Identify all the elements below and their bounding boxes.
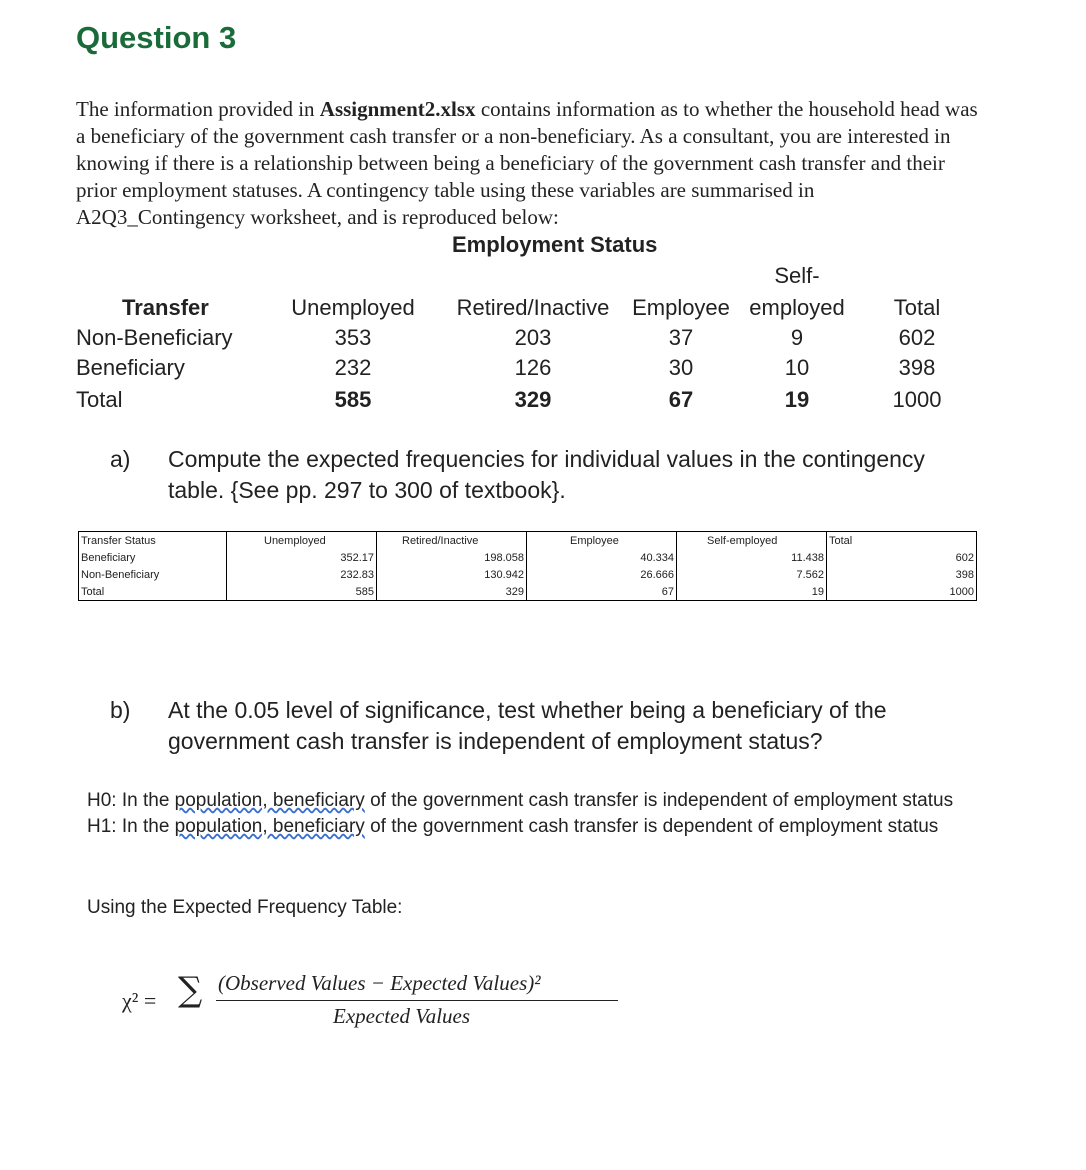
hypotheses [87,788,953,840]
table-row [79,549,977,566]
header-cell: Unemployed [227,532,377,550]
question-b-text: At the 0.05 level of significance, test whether being a beneficiary of the government cash transfer is independent of employment status? [168,697,887,754]
cell: 352.17 [227,549,377,566]
cell: 585 [227,583,377,601]
cell: 40.334 [527,549,677,566]
col-header-total: Total [893,295,941,320]
question-a-letter: a) [110,446,131,472]
cell: 1000 [827,583,977,601]
cell: 9 [790,325,804,350]
chi-square-formula [118,966,638,1036]
cell: 398 [898,355,936,380]
cell: 198.058 [377,549,527,566]
formula-lhs: χ² = [122,988,157,1013]
header-cell: Employee [527,532,677,550]
cell: 232.83 [227,566,377,583]
table-row [79,566,977,583]
cell: 19 [784,387,810,412]
cell: 1000 [892,387,942,412]
expected-frequency-table [78,531,977,601]
row-label: Beneficiary [79,549,227,566]
cell: 602 [898,325,936,350]
page-title: Question 3 [76,20,237,55]
row-label: Total [76,387,123,412]
cell: 37 [668,325,694,350]
cell: 329 [377,583,527,601]
cell: 329 [514,387,552,412]
fraction-bar [216,1000,618,1001]
cell: 232 [334,355,372,380]
cell: 398 [827,566,977,583]
cell: 126 [514,355,552,380]
cell: 130.942 [377,566,527,583]
cell: 585 [334,387,372,412]
cell: 30 [668,355,694,380]
col-header-retired: Retired/Inactive [456,295,610,320]
cell: 10 [784,355,810,380]
header-cell: Transfer Status [79,532,227,550]
col-header-employee: Employee [632,295,730,320]
col-header-unemployed: Unemployed [291,295,415,320]
formula-numerator: (Observed Values − Expected Values)² [218,971,541,995]
cell: 203 [514,325,552,350]
cell: 602 [827,549,977,566]
using-label: Using the Expected Frequency Table: [87,897,403,918]
question-b-letter: b) [110,697,131,723]
header-cell: Self-employed [677,532,827,550]
header-cell: Retired/Inactive [377,532,527,550]
row-header-transfer: Transfer [122,295,209,320]
cell: 7.562 [677,566,827,583]
employment-status-header: Employment Status [452,232,658,257]
cell: 353 [334,325,372,350]
cell: 19 [677,583,827,601]
filename: Assignment2.xlsx [319,97,476,121]
sigma-icon: ∑ [178,970,203,1010]
cell: 67 [527,583,677,601]
row-label: Beneficiary [76,355,185,380]
null-hypothesis: H0: In the population, beneficiary of the government cash transfer is independent of employment status [87,790,954,811]
row-label: Total [79,583,227,601]
table-row [79,583,977,601]
cell: 11.438 [677,549,827,566]
header-cell: Total [827,532,977,550]
cell: 26.666 [527,566,677,583]
formula-denominator: Expected Values [333,1004,471,1028]
question-a-text: Compute the expected frequencies for individual values in the contingency table. {See pp. 297 to 300 of textbook}. [168,446,925,503]
table-header-row [79,532,977,550]
col-header-self-employed: employed [749,295,845,320]
row-label: Non-Beneficiary [76,325,233,350]
alternative-hypothesis: H1: In the population, beneficiary of the government cash transfer is dependent of employment status [87,816,939,837]
col-header-self-top: Self- [774,263,820,288]
cell: 67 [668,387,694,412]
row-label: Non-Beneficiary [79,566,227,583]
intro-paragraph: The information provided in Assignment2.xlsx contains information as to whether the household head was a beneficiary of the government cash transfer or a non-beneficiary. As a consultant, you are interested in knowing if there is a relationship between being a beneficiary of the government cash transfer and their prior employment statuses. A contingency table using these variables are summarised in A2Q3_Contingency worksheet, and is reproduced below: [76,97,978,229]
